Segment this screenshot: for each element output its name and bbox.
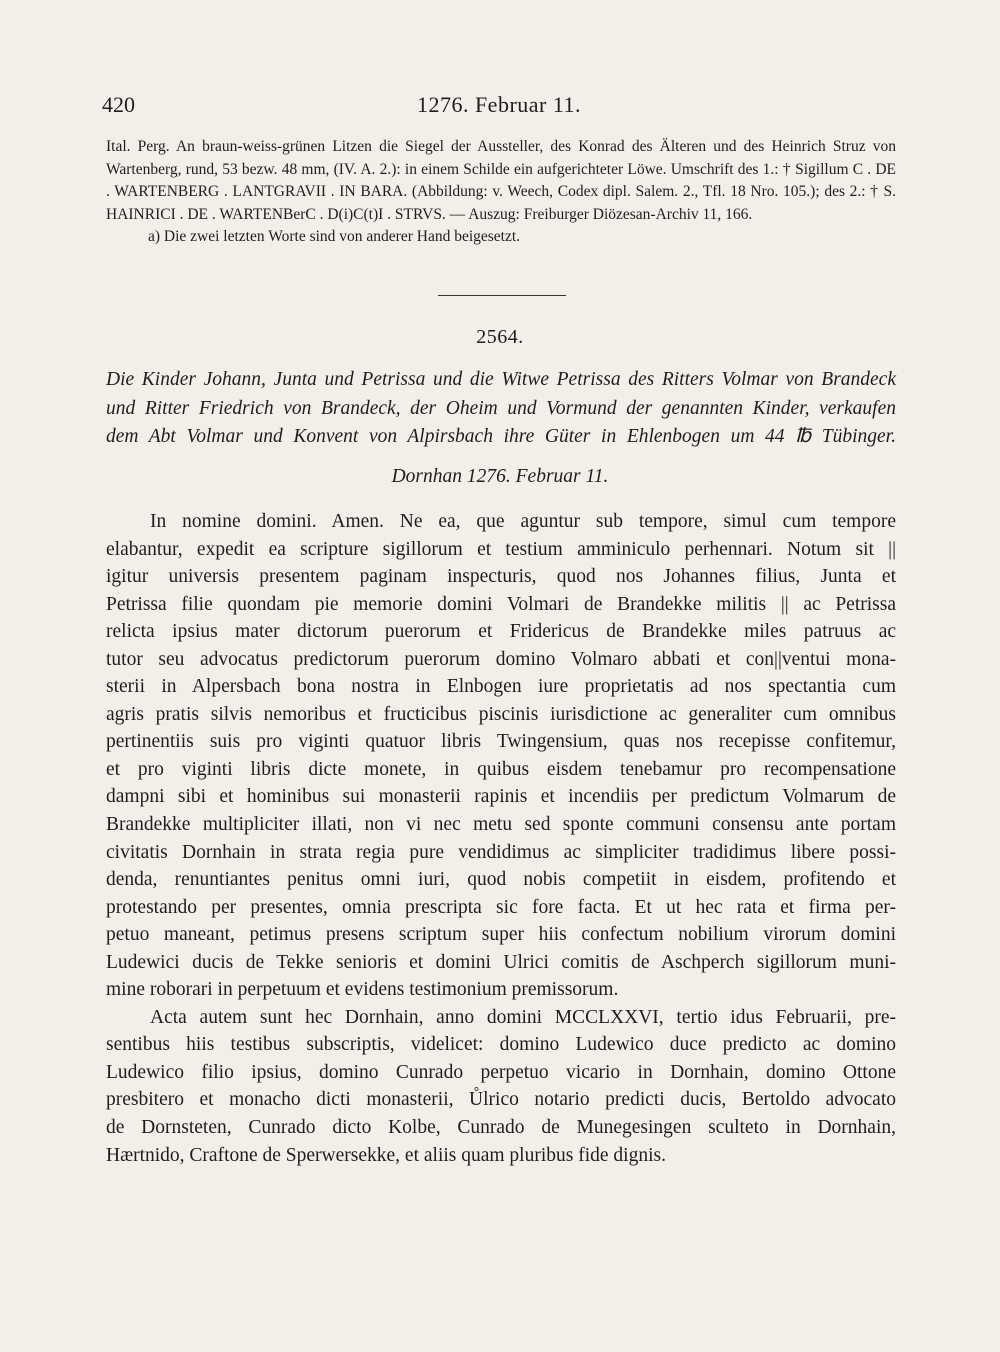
footnote: a) Die zwei letzten Worte sind von anderer Hand beigesetzt. (148, 228, 521, 246)
charter-line: agris pratis silvis nemoribus et fructicibus piscinis iurisdictione ac generaliter cum omnibus (106, 703, 896, 725)
charter-line: relicta ipsius mater dictorum puerorum et Fridericus de Brandekke miles patruus ac (106, 621, 896, 643)
running-title: 1276. Februar 11. (416, 92, 582, 117)
charter-line: Petrissa filie quondam pie memorie domini Volmari de Brandekke militis || ac Petrissa (106, 593, 896, 615)
page-header (102, 92, 896, 122)
charter-line: Acta autem sunt hec Dornhain, anno domini MCCLXXVI, tertio idus Februarii, pre- (150, 1006, 896, 1028)
charter-line: et pro viginti libris dicte monete, in quibus eisdem tenebamur pro recompensatione (106, 758, 896, 780)
charter-line: In nomine domini. Amen. Ne ea, que aguntur sub tempore, simul cum tempore (150, 511, 896, 532)
charter-line: presbitero et monacho dicti monasterii, Ůlrico notario predicti ducis, Bertoldo advocato (106, 1089, 896, 1111)
charter-line: protestando per presentes, omnia prescripta sic fore facta. Et ut hec rata et firma per- (106, 896, 896, 918)
charter-line: tutor seu advocatus predictorum puerorum domino Volmaro abbati et con||ventui mona- (106, 648, 896, 670)
charter-line: Hærtnido, Craftone de Sperwersekke, et aliis quam pluribus fide dignis. (106, 1144, 666, 1166)
place-date: Dornhan 1276. Februar 11. (391, 466, 609, 487)
regest-line: dem Abt Volmar und Konvent von Alpirsbach ihre Güter in Ehlenbogen um 44 ℔ Tübinger. (106, 426, 896, 447)
charter-line: petuo maneant, petimus presens scriptum super hiis confectum nobilium virorum domini (106, 924, 896, 946)
apparatus-paragraph: Ital. Perg. An braun-weiss-grünen Litzen die Siegel der Aussteller, des Konrad des Älteren und des Heinrich Struz von Wartenberg, rund, 53 bezw. 48 mm, (IV. A. 2.): in einem Schilde ein aufgerichteter Löwe. Umschrift des 1.: † Sigillum C . DE . WARTENBERG . LANTGRAVII . IN BARA. (Abbildung: v. Weech, Codex dipl. Salem. 2., Tfl. 18 Nro. 105.); des 2.: † S. HAINRICI . DE . WARTENBerC . D(i)C(t)I . STRVS. — Auszug: Freiburger Diözesan-Archiv 11, 166. (106, 138, 896, 223)
critical-apparatus (106, 136, 896, 249)
charter-line: Ludewici ducis de Tekke senioris et domini Ulrici comitis de Aschperch sigillorum muni- (106, 951, 896, 973)
regest (106, 366, 896, 452)
charter-line: elabantur, expedit ea scripture sigillorum et testium amminiculo perhennari. Notum sit || (106, 538, 896, 560)
charter-line: dampni sibi et hominibus sui monasterii rapinis et incendiis per predictum Volmarum de (106, 786, 896, 808)
regest-line: und Ritter Friedrich von Brandeck, der Oheim und Vormund der genannten Kinder, verkaufen (106, 397, 896, 419)
regest-line: Die Kinder Johann, Junta und Petrissa und die Witwe Petrissa des Ritters Volmar von Brandeck (106, 369, 896, 390)
charter-line: mine roborari in perpetuum et evidens testimonium premissorum. (106, 979, 619, 1001)
document-number: 2564. (476, 326, 524, 348)
charter-line: civitatis Dornhain in strata regia pure vendidimus ac simpliciter tradidimus libere possi- (106, 841, 896, 863)
charter-text (106, 508, 896, 1169)
section-divider (438, 295, 566, 296)
charter-line: Ludewico filio ipsius, domino Cunrado perpetuo vicario in Dornhain, domino Ottone (106, 1061, 896, 1083)
charter-line: sterii in Alpersbach bona nostra in Elnbogen iure proprietatis ad nos spectantia cum (106, 676, 896, 698)
charter-line: denda, renuntiantes penitus omni iuri, quod nobis competiit in eisdem, profitendo et (106, 869, 896, 891)
charter-line: Brandekke multipliciter illati, non vi nec metu sed sponte communi consensu ante portam (106, 814, 896, 836)
charter-line: sentibus hiis testibus subscriptis, videlicet: domino Ludewico duce predicto ac domino (106, 1034, 896, 1056)
charter-line: igitur universis presentem paginam inspecturis, quod nos Johannes filius, Junta et (106, 566, 896, 588)
charter-line: pertinentiis suis pro viginti quatuor libris Twingensium, quas nos recepisse confitemur, (106, 731, 896, 753)
page-number: 420 (102, 92, 135, 117)
charter-line: de Dornsteten, Cunrado dicto Kolbe, Cunrado de Munegesingen sculteto in Dornhain, (106, 1117, 896, 1139)
